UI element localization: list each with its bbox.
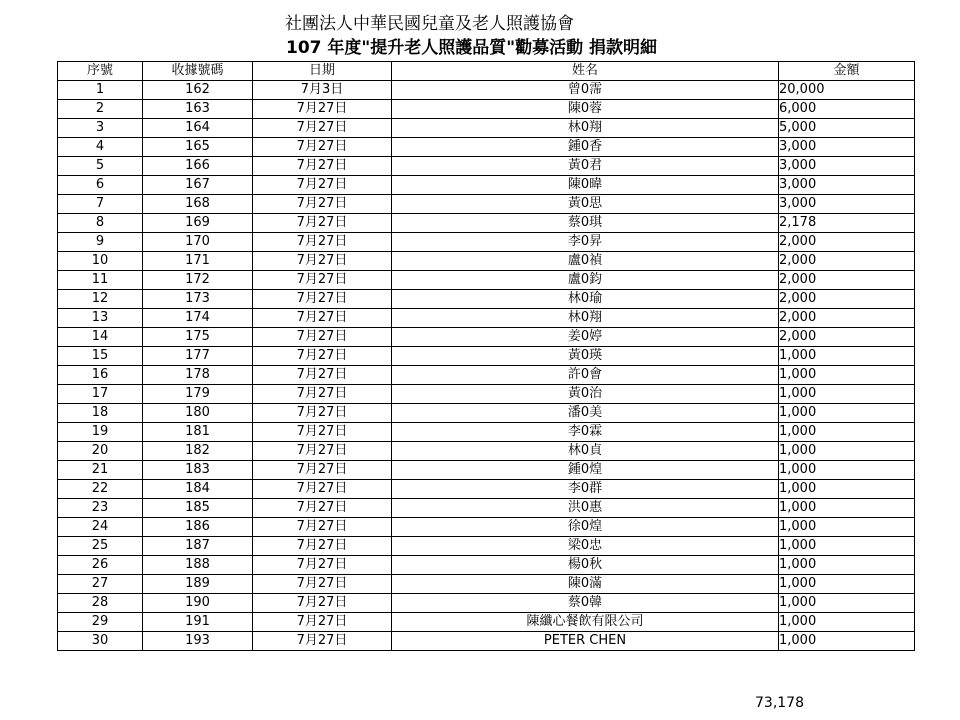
table-row — [58, 119, 915, 138]
receipt-cell: 162 — [143, 81, 253, 100]
date-cell: 7月27日 — [253, 461, 392, 480]
receipt-cell: 193 — [143, 632, 253, 651]
serial-cell: 30 — [58, 632, 143, 651]
table-row — [58, 328, 915, 347]
table-row — [58, 442, 915, 461]
name-cell: 林0貞 — [392, 442, 779, 461]
serial-cell: 22 — [58, 480, 143, 499]
receipt-cell: 184 — [143, 480, 253, 499]
name-cell: 鍾0煌 — [392, 461, 779, 480]
table-row — [58, 518, 915, 537]
serial-cell: 17 — [58, 385, 143, 404]
date-cell: 7月27日 — [253, 423, 392, 442]
amount-cell: 1,000 — [779, 594, 915, 613]
serial-cell: 6 — [58, 176, 143, 195]
date-cell: 7月27日 — [253, 347, 392, 366]
receipt-cell: 177 — [143, 347, 253, 366]
serial-cell: 24 — [58, 518, 143, 537]
date-cell: 7月27日 — [253, 252, 392, 271]
donation-table — [57, 61, 915, 651]
receipt-cell: 172 — [143, 271, 253, 290]
name-cell: 盧0鈞 — [392, 271, 779, 290]
total-amount: 73,178 — [755, 695, 804, 711]
receipt-cell: 167 — [143, 176, 253, 195]
date-cell: 7月27日 — [253, 442, 392, 461]
amount-cell: 2,000 — [779, 309, 915, 328]
amount-cell: 3,000 — [779, 157, 915, 176]
table-row — [58, 404, 915, 423]
name-cell: 林0瑜 — [392, 290, 779, 309]
amount-cell: 1,000 — [779, 461, 915, 480]
header-amount: 金額 — [779, 62, 915, 81]
name-cell: 李0群 — [392, 480, 779, 499]
amount-cell: 1,000 — [779, 347, 915, 366]
name-cell: 李0霖 — [392, 423, 779, 442]
table-row — [58, 100, 915, 119]
name-cell: 鍾0香 — [392, 138, 779, 157]
receipt-cell: 173 — [143, 290, 253, 309]
table-row — [58, 81, 915, 100]
receipt-cell: 180 — [143, 404, 253, 423]
amount-cell: 1,000 — [779, 537, 915, 556]
serial-cell: 8 — [58, 214, 143, 233]
table-row — [58, 632, 915, 651]
amount-cell: 1,000 — [779, 499, 915, 518]
name-cell: 蔡0韓 — [392, 594, 779, 613]
serial-cell: 10 — [58, 252, 143, 271]
amount-cell: 1,000 — [779, 366, 915, 385]
name-cell: 潘0美 — [392, 404, 779, 423]
date-cell: 7月27日 — [253, 119, 392, 138]
amount-cell: 1,000 — [779, 518, 915, 537]
date-cell: 7月27日 — [253, 157, 392, 176]
header-serial: 序號 — [58, 62, 143, 81]
serial-cell: 23 — [58, 499, 143, 518]
amount-cell: 2,000 — [779, 328, 915, 347]
serial-cell: 3 — [58, 119, 143, 138]
date-cell: 7月27日 — [253, 385, 392, 404]
amount-cell: 2,000 — [779, 233, 915, 252]
date-cell: 7月27日 — [253, 328, 392, 347]
table-row — [58, 556, 915, 575]
table-row — [58, 594, 915, 613]
name-cell: 陳0蓉 — [392, 100, 779, 119]
amount-cell: 2,000 — [779, 271, 915, 290]
table-row — [58, 499, 915, 518]
date-cell: 7月27日 — [253, 632, 392, 651]
serial-cell: 13 — [58, 309, 143, 328]
amount-cell: 1,000 — [779, 613, 915, 632]
serial-cell: 26 — [58, 556, 143, 575]
name-cell: PETER CHEN — [392, 632, 779, 651]
name-cell: 蔡0琪 — [392, 214, 779, 233]
date-cell: 7月27日 — [253, 271, 392, 290]
table-row — [58, 214, 915, 233]
receipt-cell: 170 — [143, 233, 253, 252]
table-row — [58, 461, 915, 480]
name-cell: 陳0暐 — [392, 176, 779, 195]
org-title: 社團法人中華民國兒童及老人照護協會 — [285, 14, 574, 34]
serial-cell: 18 — [58, 404, 143, 423]
name-cell: 楊0秋 — [392, 556, 779, 575]
date-cell: 7月27日 — [253, 518, 392, 537]
serial-cell: 28 — [58, 594, 143, 613]
receipt-cell: 179 — [143, 385, 253, 404]
table-row — [58, 138, 915, 157]
table-row — [58, 480, 915, 499]
name-cell: 黃0治 — [392, 385, 779, 404]
serial-cell: 15 — [58, 347, 143, 366]
table-row — [58, 347, 915, 366]
receipt-cell: 169 — [143, 214, 253, 233]
date-cell: 7月27日 — [253, 556, 392, 575]
receipt-cell: 191 — [143, 613, 253, 632]
header-name: 姓名 — [392, 62, 779, 81]
serial-cell: 4 — [58, 138, 143, 157]
serial-cell: 1 — [58, 81, 143, 100]
name-cell: 曾0霈 — [392, 81, 779, 100]
table-row — [58, 271, 915, 290]
date-cell: 7月27日 — [253, 309, 392, 328]
serial-cell: 9 — [58, 233, 143, 252]
serial-cell: 29 — [58, 613, 143, 632]
date-cell: 7月27日 — [253, 537, 392, 556]
amount-cell: 5,000 — [779, 119, 915, 138]
date-cell: 7月3日 — [253, 81, 392, 100]
date-cell: 7月27日 — [253, 366, 392, 385]
amount-cell: 2,178 — [779, 214, 915, 233]
name-cell: 盧0禎 — [392, 252, 779, 271]
table-row — [58, 309, 915, 328]
receipt-cell: 175 — [143, 328, 253, 347]
serial-cell: 11 — [58, 271, 143, 290]
receipt-cell: 163 — [143, 100, 253, 119]
header-date: 日期 — [253, 62, 392, 81]
amount-cell: 1,000 — [779, 575, 915, 594]
table-row — [58, 157, 915, 176]
name-cell: 許0會 — [392, 366, 779, 385]
table-row — [58, 575, 915, 594]
receipt-cell: 178 — [143, 366, 253, 385]
amount-cell: 1,000 — [779, 480, 915, 499]
receipt-cell: 188 — [143, 556, 253, 575]
serial-cell: 16 — [58, 366, 143, 385]
date-cell: 7月27日 — [253, 233, 392, 252]
date-cell: 7月27日 — [253, 404, 392, 423]
receipt-cell: 165 — [143, 138, 253, 157]
date-cell: 7月27日 — [253, 480, 392, 499]
table-row — [58, 613, 915, 632]
receipt-cell: 182 — [143, 442, 253, 461]
table-row — [58, 537, 915, 556]
serial-cell: 12 — [58, 290, 143, 309]
header-row — [58, 62, 915, 81]
table-row — [58, 252, 915, 271]
name-cell: 洪0惠 — [392, 499, 779, 518]
receipt-cell: 168 — [143, 195, 253, 214]
amount-cell: 2,000 — [779, 252, 915, 271]
amount-cell: 1,000 — [779, 442, 915, 461]
table-row — [58, 176, 915, 195]
name-cell: 姜0婷 — [392, 328, 779, 347]
name-cell: 陳0滿 — [392, 575, 779, 594]
name-cell: 黃0君 — [392, 157, 779, 176]
amount-cell: 3,000 — [779, 138, 915, 157]
serial-cell: 25 — [58, 537, 143, 556]
name-cell: 徐0煌 — [392, 518, 779, 537]
table-body — [58, 81, 915, 651]
receipt-cell: 171 — [143, 252, 253, 271]
receipt-cell: 181 — [143, 423, 253, 442]
serial-cell: 14 — [58, 328, 143, 347]
date-cell: 7月27日 — [253, 138, 392, 157]
amount-cell: 6,000 — [779, 100, 915, 119]
receipt-cell: 189 — [143, 575, 253, 594]
amount-cell: 1,000 — [779, 556, 915, 575]
receipt-cell: 166 — [143, 157, 253, 176]
name-cell: 梁0忠 — [392, 537, 779, 556]
amount-cell: 3,000 — [779, 195, 915, 214]
serial-cell: 21 — [58, 461, 143, 480]
serial-cell: 20 — [58, 442, 143, 461]
serial-cell: 19 — [58, 423, 143, 442]
amount-cell: 3,000 — [779, 176, 915, 195]
amount-cell: 1,000 — [779, 385, 915, 404]
amount-cell: 20,000 — [779, 81, 915, 100]
date-cell: 7月27日 — [253, 176, 392, 195]
date-cell: 7月27日 — [253, 499, 392, 518]
amount-cell: 2,000 — [779, 290, 915, 309]
report-title: 107 年度"提升老人照護品質"勸募活動 捐款明細 — [286, 38, 658, 58]
table-row — [58, 423, 915, 442]
amount-cell: 1,000 — [779, 404, 915, 423]
date-cell: 7月27日 — [253, 594, 392, 613]
receipt-cell: 183 — [143, 461, 253, 480]
table-row — [58, 290, 915, 309]
name-cell: 陳纖心餐飲有限公司 — [392, 613, 779, 632]
name-cell: 林0翔 — [392, 119, 779, 138]
date-cell: 7月27日 — [253, 100, 392, 119]
table-row — [58, 233, 915, 252]
amount-cell: 1,000 — [779, 632, 915, 651]
receipt-cell: 185 — [143, 499, 253, 518]
date-cell: 7月27日 — [253, 195, 392, 214]
header-receipt: 收據號碼 — [143, 62, 253, 81]
name-cell: 林0翔 — [392, 309, 779, 328]
table-row — [58, 385, 915, 404]
serial-cell: 2 — [58, 100, 143, 119]
receipt-cell: 190 — [143, 594, 253, 613]
date-cell: 7月27日 — [253, 613, 392, 632]
receipt-cell: 164 — [143, 119, 253, 138]
name-cell: 李0昇 — [392, 233, 779, 252]
serial-cell: 7 — [58, 195, 143, 214]
serial-cell: 27 — [58, 575, 143, 594]
table-row — [58, 366, 915, 385]
receipt-cell: 187 — [143, 537, 253, 556]
amount-cell: 1,000 — [779, 423, 915, 442]
table-row — [58, 195, 915, 214]
receipt-cell: 186 — [143, 518, 253, 537]
date-cell: 7月27日 — [253, 290, 392, 309]
name-cell: 黃0思 — [392, 195, 779, 214]
name-cell: 黃0瑛 — [392, 347, 779, 366]
date-cell: 7月27日 — [253, 575, 392, 594]
receipt-cell: 174 — [143, 309, 253, 328]
serial-cell: 5 — [58, 157, 143, 176]
date-cell: 7月27日 — [253, 214, 392, 233]
